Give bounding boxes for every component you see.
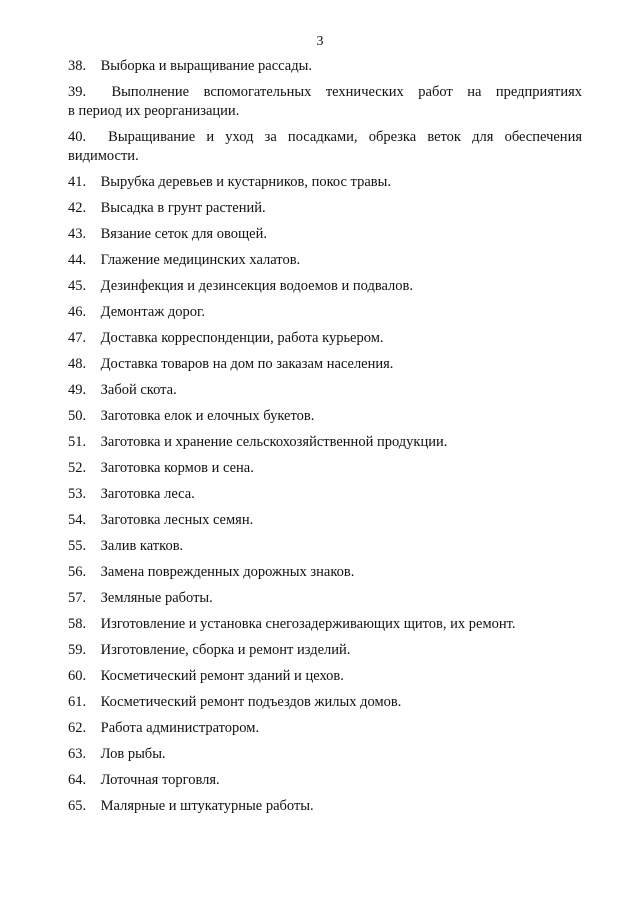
list-item-line: [68, 433, 582, 452]
list-item-line: [68, 173, 582, 192]
list-item: [68, 277, 582, 296]
list-item: [68, 485, 582, 504]
list-item: [68, 251, 582, 270]
item-number: 41.: [68, 174, 87, 190]
item-number: 50.: [68, 408, 87, 424]
item-number: 57.: [68, 590, 87, 606]
item-number: 51.: [68, 434, 87, 450]
list-item-line: [68, 83, 582, 102]
list-item-line: [68, 667, 582, 686]
list-item: [68, 693, 582, 712]
list-item: [68, 537, 582, 556]
list-item: [68, 459, 582, 478]
item-text: Заготовка елок и елочных букетов.: [100, 408, 315, 424]
list-item: [68, 511, 582, 530]
list-item: [68, 615, 582, 634]
item-text: Вырубка деревьев и кустарников, покос травы.: [100, 174, 391, 190]
item-number: 42.: [68, 200, 87, 216]
list-item-line: [68, 355, 582, 374]
item-text: Забой скота.: [100, 382, 177, 398]
list-item-line: [68, 615, 582, 634]
work-types-list: [68, 57, 582, 823]
list-item: [68, 225, 582, 244]
list-item: [68, 797, 582, 816]
item-text: Лов рыбы.: [100, 746, 166, 762]
list-item-line: [68, 485, 582, 504]
list-item: [68, 57, 582, 76]
item-text: Залив катков.: [100, 538, 184, 554]
item-number: 44.: [68, 252, 87, 268]
list-item: [68, 771, 582, 790]
list-item: [68, 433, 582, 452]
list-item-line: [68, 537, 582, 556]
item-number: 65.: [68, 798, 87, 814]
list-item-line: [68, 459, 582, 478]
item-number: 54.: [68, 512, 87, 528]
item-number: 62.: [68, 720, 87, 736]
list-item: [68, 589, 582, 608]
item-text: Земляные работы.: [100, 590, 213, 606]
item-number: 38.: [68, 58, 87, 74]
item-number: 53.: [68, 486, 87, 502]
list-item-line: [68, 771, 582, 790]
item-number: 52.: [68, 460, 87, 476]
list-item-line: [68, 225, 582, 244]
list-item-line: [68, 563, 582, 582]
list-item: [68, 83, 582, 121]
list-item: [68, 303, 582, 322]
item-number: 64.: [68, 772, 87, 788]
list-item-line: [68, 589, 582, 608]
item-text: Работа администратором.: [100, 720, 260, 736]
list-item-line: [68, 693, 582, 712]
item-number: 55.: [68, 538, 87, 554]
item-number: 49.: [68, 382, 87, 398]
list-item-line: [68, 797, 582, 816]
item-number: 43.: [68, 226, 87, 242]
list-item: [68, 329, 582, 348]
item-number: 63.: [68, 746, 87, 762]
list-item-line: [68, 57, 582, 76]
item-text: Выборка и выращивание рассады.: [100, 58, 312, 74]
item-number: 46.: [68, 304, 87, 320]
item-text: Заготовка лесных семян.: [100, 512, 254, 528]
list-item-line: [68, 745, 582, 764]
item-text: Заготовка и хранение сельскохозяйственной продукции.: [100, 434, 448, 450]
list-item-line: [68, 251, 582, 270]
item-text: Заготовка кормов и сена.: [100, 460, 254, 476]
item-text: Доставка корреспонденции, работа курьером.: [100, 330, 384, 346]
item-text-continuation: видимости.: [68, 148, 139, 164]
list-item-line: [68, 277, 582, 296]
item-number: 45.: [68, 278, 87, 294]
item-number: 47.: [68, 330, 87, 346]
list-item: [68, 563, 582, 582]
list-item-line: [68, 199, 582, 218]
item-number: 60.: [68, 668, 87, 684]
item-text: Демонтаж дорог.: [100, 304, 205, 320]
list-item-line: [68, 381, 582, 400]
list-item: [68, 199, 582, 218]
item-number: 59.: [68, 642, 87, 658]
list-item-line: [68, 641, 582, 660]
item-text: Глажение медицинских халатов.: [100, 252, 301, 268]
list-item: [68, 128, 582, 166]
list-item-line: [68, 407, 582, 426]
list-item-line: [68, 511, 582, 530]
item-text: Изготовление, сборка и ремонт изделий.: [100, 642, 351, 658]
item-text: Замена поврежденных дорожных знаков.: [100, 564, 355, 580]
item-text: Лоточная торговля.: [100, 772, 220, 788]
item-text: Выполнение вспомогательных технических работ на предприятиях: [111, 84, 583, 100]
list-item: [68, 641, 582, 660]
item-text: Дезинфекция и дезинсекция водоемов и подвалов.: [100, 278, 414, 294]
list-item: [68, 745, 582, 764]
list-item-line: [68, 128, 582, 147]
item-text: Вязание сеток для овощей.: [100, 226, 267, 242]
list-item: [68, 407, 582, 426]
item-text: Высадка в грунт растений.: [100, 200, 266, 216]
item-text: Косметический ремонт зданий и цехов.: [100, 668, 344, 684]
item-number: 39.: [68, 84, 87, 100]
list-item-line: [68, 719, 582, 738]
list-item: [68, 381, 582, 400]
page-number: 3: [316, 34, 324, 49]
item-number: 56.: [68, 564, 87, 580]
list-item-line: [68, 329, 582, 348]
list-item: [68, 173, 582, 192]
item-text: Косметический ремонт подъездов жилых домов.: [100, 694, 402, 710]
item-text: Малярные и штукатурные работы.: [100, 798, 314, 814]
item-text: Выращивание и уход за посадками, обрезка веток для обеспечения: [108, 129, 582, 145]
list-item: [68, 667, 582, 686]
item-number: 58.: [68, 616, 87, 632]
list-item: [68, 719, 582, 738]
item-text: Доставка товаров на дом по заказам населения.: [100, 356, 394, 372]
item-text: Изготовление и установка снегозадерживающих щитов, их ремонт.: [100, 616, 516, 632]
item-number: 48.: [68, 356, 87, 372]
item-number: 40.: [68, 129, 87, 145]
list-item-line: [68, 303, 582, 322]
item-text: Заготовка леса.: [100, 486, 195, 502]
item-text-continuation: в период их реорганизации.: [68, 103, 240, 119]
item-number: 61.: [68, 694, 87, 710]
list-item: [68, 355, 582, 374]
